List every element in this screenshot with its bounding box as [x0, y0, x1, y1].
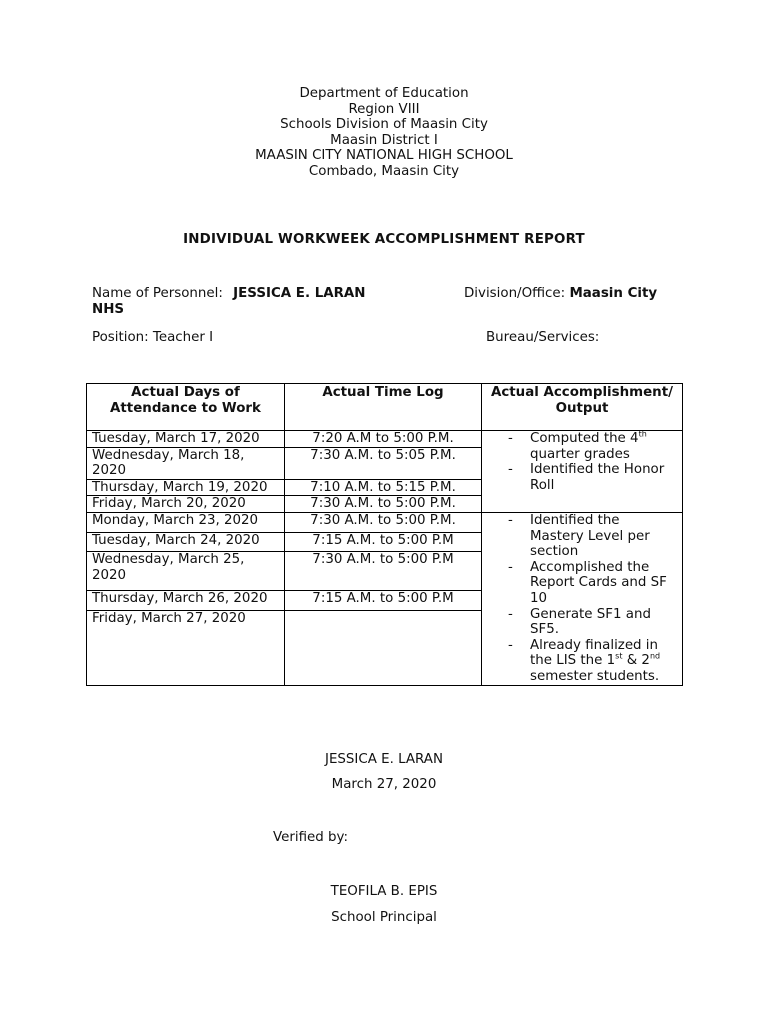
- division-office: [464, 286, 657, 301]
- time-cell: 7:10 A.M. to 5:15 P.M.: [285, 479, 482, 496]
- report-title: INDIVIDUAL WORKWEEK ACCOMPLISHMENT REPORT: [183, 232, 585, 247]
- list-item: - Already finalized in the LIS the 1st & 2nd semester students.: [508, 638, 676, 685]
- week1-accomplishment-cell: [482, 431, 683, 513]
- accomplishment-table: [86, 383, 683, 686]
- time-cell: 7:30 A.M. to 5:05 P.M.: [285, 447, 482, 479]
- list-item: - Generate SF1 and SF5.: [508, 607, 676, 638]
- day-cell: Monday, March 23, 2020: [87, 512, 285, 532]
- signatory-date: March 27, 2020: [331, 777, 437, 792]
- verified-by-label: Verified by:: [273, 830, 348, 845]
- position-value: Teacher I: [152, 330, 214, 345]
- week2-accomplishment-cell: [482, 512, 683, 685]
- time-cell: 7:15 A.M. to 5:00 P.M: [285, 532, 482, 552]
- day-cell: Tuesday, March 24, 2020: [87, 532, 285, 552]
- list-item: - Identified the Mastery Level per section: [508, 513, 676, 560]
- bureau-label: Bureau/Services:: [486, 330, 600, 345]
- division-value: Maasin City: [569, 286, 658, 301]
- verifier-title: School Principal: [331, 910, 437, 925]
- header-line: Schools Division of Maasin City: [280, 117, 488, 133]
- day-cell: Friday, March 20, 2020: [87, 496, 285, 513]
- day-cell: Thursday, March 19, 2020: [87, 479, 285, 496]
- verifier-name: TEOFILA B. EPIS: [330, 884, 438, 899]
- time-cell: 7:15 A.M. to 5:00 P.M: [285, 590, 482, 610]
- signatory-name: JESSICA E. LARAN: [325, 752, 443, 767]
- table-row: [87, 431, 683, 448]
- header-line: Department of Education: [299, 86, 469, 101]
- header-line: MAASIN CITY NATIONAL HIGH SCHOOL: [255, 148, 513, 164]
- name-of-personnel: [92, 286, 365, 301]
- header-line: Region VIII: [348, 101, 420, 117]
- column-header-accomplishment: Actual Accomplishment/Output: [482, 384, 683, 431]
- day-cell: Tuesday, March 17, 2020: [87, 431, 285, 448]
- list-item: - Identified the Honor Roll: [508, 462, 676, 493]
- name-value: JESSICA E. LARAN: [233, 286, 366, 301]
- day-cell: Friday, March 27, 2020: [87, 610, 285, 685]
- day-cell: Wednesday, March 25, 2020: [87, 552, 285, 590]
- table-header-row: [87, 384, 683, 431]
- time-cell: 7:30 A.M. to 5:00 P.M.: [285, 496, 482, 513]
- day-cell: Wednesday, March 18, 2020: [87, 447, 285, 479]
- time-cell: 7:20 A.M to 5:00 P.M.: [285, 431, 482, 448]
- header-line: Combado, Maasin City: [308, 163, 460, 179]
- header-line: Maasin District I: [330, 132, 438, 148]
- day-cell: Thursday, March 26, 2020: [87, 590, 285, 610]
- list-item: - Accomplished the Report Cards and SF 10: [508, 560, 676, 607]
- position: [92, 330, 213, 345]
- agency-header: [0, 86, 768, 180]
- division-value-continued: NHS: [92, 302, 125, 317]
- name-label: Name of Personnel:: [92, 286, 223, 301]
- list-item: - Computed the 4th quarter grades: [508, 431, 676, 462]
- table-row: [87, 512, 683, 532]
- division-label: Division/Office:: [464, 286, 566, 301]
- column-header-days: Actual Days of Attendance to Work: [87, 384, 285, 431]
- position-label: Position:: [92, 330, 149, 345]
- column-header-time: Actual Time Log: [285, 384, 482, 431]
- time-cell: [285, 610, 482, 685]
- time-cell: 7:30 A.M. to 5:00 P.M: [285, 552, 482, 590]
- time-cell: 7:30 A.M. to 5:00 P.M.: [285, 512, 482, 532]
